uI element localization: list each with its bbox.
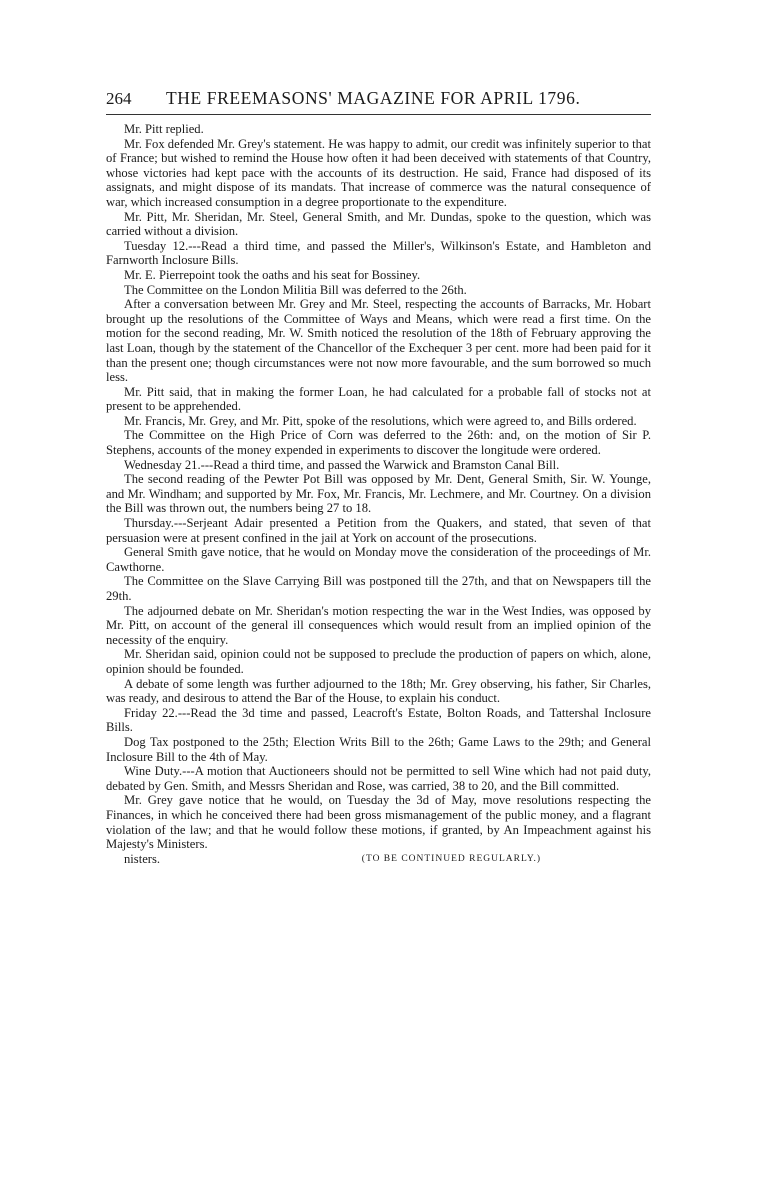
header-rule <box>106 114 651 115</box>
paragraph: The second reading of the Pewter Pot Bill was opposed by Mr. Dent, General Smith, Sir. W. Younge, and Mr. Windham; and supported by Mr. Fox, Mr. Francis, Mr. Lechmere, and Mr. Courtney. On a division the Bill was thrown out, the numbers being 27 to 18. <box>106 472 651 516</box>
paragraph: After a conversation between Mr. Grey and Mr. Steel, respecting the accounts of Barracks, Mr. Hobart brought up the resolutions of the Committee of Ways and Means, which were read a first time. On the motion for the second reading, Mr. W. Smith noticed the resolution of the 18th of February approving the last Loan, though by the statement of the Chancellor of the Exchequer 3 per cent. more had been paid for it than the present one; though circumstances were not now more favourable, and the sum borrowed so much less. <box>106 297 651 385</box>
paragraph: Mr. Grey gave notice that he would, on Tuesday the 3d of May, move resolutions respecting the Finances, in which he conceived there had been gross mismanagement of the public money, and a flagrant violation of the law; and that he would follow these motions, if granted, by An Impeachment against his Majesty's Ministers. <box>106 793 651 852</box>
paragraph: General Smith gave notice, that he would on Monday move the consideration of the proceedings of Mr. Cawthorne. <box>106 545 651 574</box>
paragraph: Mr. Pitt, Mr. Sheridan, Mr. Steel, General Smith, and Mr. Dundas, spoke to the question, which was carried without a division. <box>106 209 651 239</box>
paragraph: Wine Duty.---A motion that Auctioneers should not be permitted to sell Wine which had not paid duty, debated by Gen. Smith, and Messrs Sheridan and Rose, was carried, 38 to 20, and the Bill committed. <box>106 764 651 793</box>
page-number: 264 <box>106 89 132 108</box>
paragraph: The Committee on the Slave Carrying Bill was postponed till the 27th, and that on Newspapers till the 29th. <box>106 574 651 603</box>
paragraph: Tuesday 12.---Read a third time, and passed the Miller's, Wilkinson's Estate, and Hambleton and Farnworth Inclosure Bills. <box>106 238 651 268</box>
continued-note: (TO BE CONTINUED REGULARLY.) <box>361 853 541 864</box>
page-header <box>106 88 651 112</box>
closing-line <box>106 852 651 867</box>
last-word: nisters. <box>124 851 161 866</box>
paragraph: Mr. Francis, Mr. Grey, and Mr. Pitt, spoke of the resolutions, which were agreed to, and Bills ordered. <box>124 413 637 428</box>
paragraph: Mr. Sheridan said, opinion could not be supposed to preclude the production of papers on which, alone, opinion should be founded. <box>106 647 651 676</box>
paragraph: Thursday.---Serjeant Adair presented a Petition from the Quakers, and stated, that seven of that persuasion were at present confined in the jail at York on account of the prosecutions. <box>106 516 651 545</box>
paragraph: Mr. E. Pierrepoint took the oaths and his seat for Bossiney. <box>124 267 421 282</box>
paragraph: Mr. Pitt replied. <box>124 122 204 136</box>
paragraph: The adjourned debate on Mr. Sheridan's motion respecting the war in the West Indies, was opposed by Mr. Pitt, on account of the general ill consequences which would result from an implied opinion of the necessity of the enquiry. <box>106 603 651 647</box>
paragraph: Dog Tax postponed to the 25th; Election Writs Bill to the 26th; Game Laws to the 29th; and General Inclosure Bill to the 4th of May. <box>106 734 651 764</box>
paragraph: The Committee on the London Militia Bill was deferred to the 26th. <box>124 282 467 297</box>
paragraph: The Committee on the High Price of Corn was deferred to the 26th: and, on the motion of Sir P. Stephens, accounts of the money expended in experiments to discover the longitude were ordered. <box>106 428 651 458</box>
paragraph: Mr. Pitt said, that in making the former Loan, he had calculated for a probable fall of stocks not at present to be apprehended. <box>106 384 651 414</box>
paragraph: Wednesday 21.---Read a third time, and passed the Warwick and Bramston Canal Bill. <box>124 457 560 472</box>
paragraph: A debate of some length was further adjourned to the 18th; Mr. Grey observing, his father, Sir Charles, was ready, and desirous to attend the Bar of the House, to explain his conduct. <box>106 676 651 706</box>
paragraph: Mr. Fox defended Mr. Grey's statement. He was happy to admit, our credit was infinitely superior to that of France; but wished to remind the House how often it had been deceived with statements of that Country, whose victories had kept pace with the accounts of its destruction. He said, France had disposed of its assignats, and might dispose of its mandats. That increase of commerce was the natural consequence of war, which increased consumption in a degree proportionate to the expenditure. <box>106 136 651 209</box>
body-text <box>106 122 651 866</box>
running-title: THE FREEMASONS' MAGAZINE FOR APRIL 1796. <box>166 88 581 108</box>
paragraph: Friday 22.---Read the 3d time and passed, Leacroft's Estate, Bolton Roads, and Tattershal Inclosure Bills. <box>106 705 651 735</box>
